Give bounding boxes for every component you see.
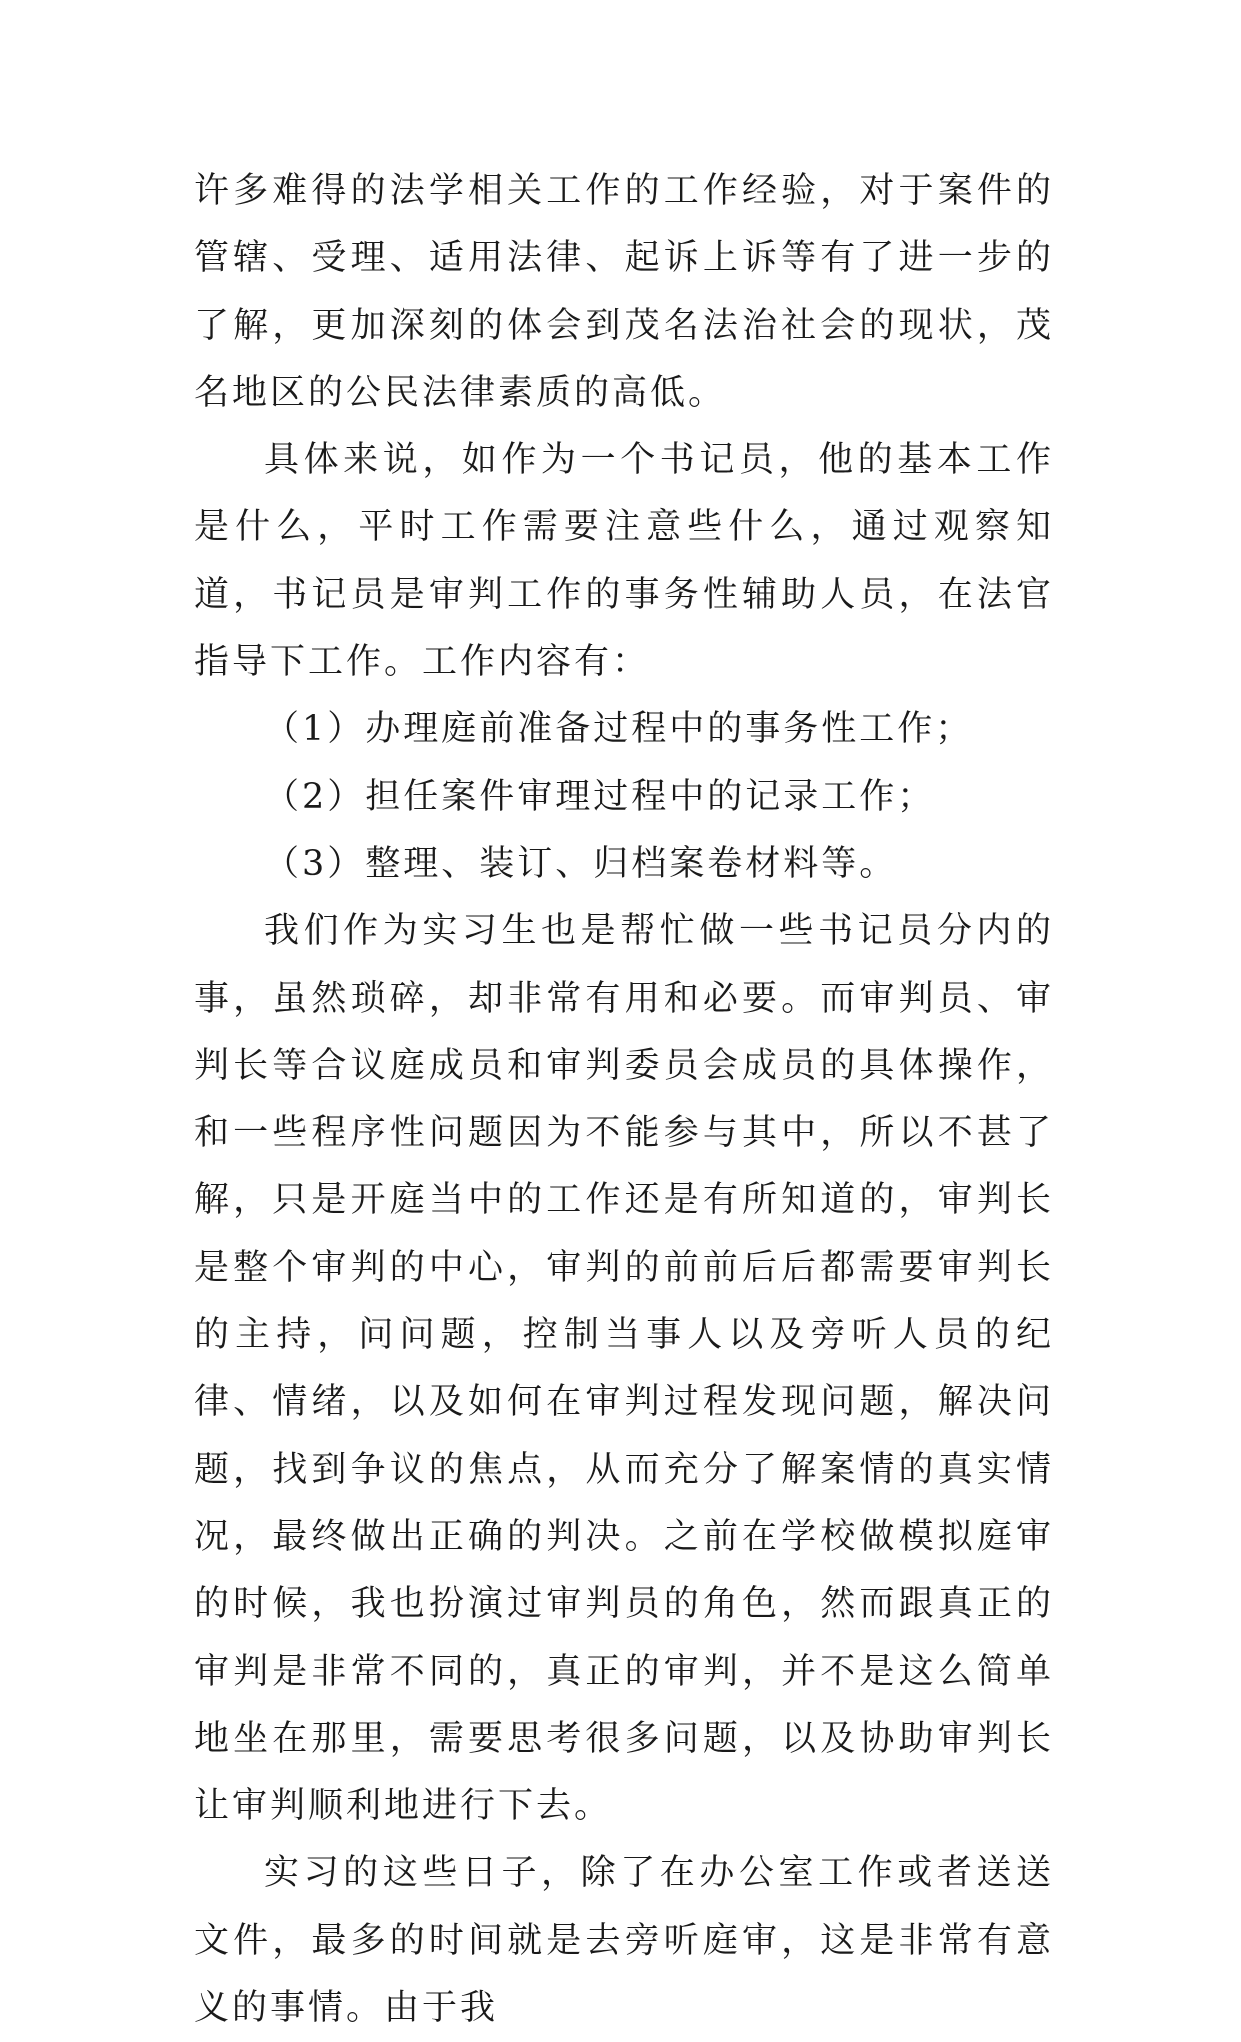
paragraph-observing-trials: 实习的这些日子，除了在办公室工作或者送送文件，最多的时间就是去旁听庭审，这是非常有意义的事情。由于我: [194, 1853, 1054, 2029]
list-item-1: （1）办理庭前准备过程中的事务性工作；: [264, 709, 974, 750]
paragraph-clerk-duties: 具体来说，如作为一个书记员，他的基本工作是什么，平时工作需要注意些什么，通过观察知道，书记员是审判工作的事务性辅助人员，在法官指导下工作。工作内容有：: [194, 440, 1054, 683]
list-item-3: （3）整理、装订、归档案卷材料等。: [264, 843, 898, 884]
paragraph-intern-work: 我们作为实习生也是帮忙做一些书记员分内的事，虽然琐碎，却非常有用和必要。而审判员、审判长等合议庭成员和审判委员会成员的具体操作，和一些程序性问题因为不能参与其中，所以不甚了解，只是开庭当中的工作还是有所知道的，审判长是整个审判的中心，审判的前前后后都需要审判长的主持，问问题，控制当事人以及旁听人员的纪律、情绪，以及如何在审判过程发现问题，解决问题，找到争议的焦点，从而充分了解案情的真实情况，最终做出正确的判决。之前在学校做模拟庭审的时候，我也扮演过审判员的角色，然而跟真正的审判是非常不同的，真正的审判，并不是这么简单地坐在那里，需要思考很多问题，以及协助审判长让审判顺利地进行下去。: [194, 911, 1054, 1827]
body-text: [194, 158, 1054, 2042]
paragraph-continuation: 许多难得的法学相关工作的工作经验，对于案件的管辖、受理、适用法律、起诉上诉等有了进一步的了解，更加深刻的体会到茂名法治社会的现状，茂名地区的公民法律素质的高低。: [194, 171, 1054, 413]
list-item-2: （2）担任案件审理过程中的记录工作；: [264, 776, 936, 817]
